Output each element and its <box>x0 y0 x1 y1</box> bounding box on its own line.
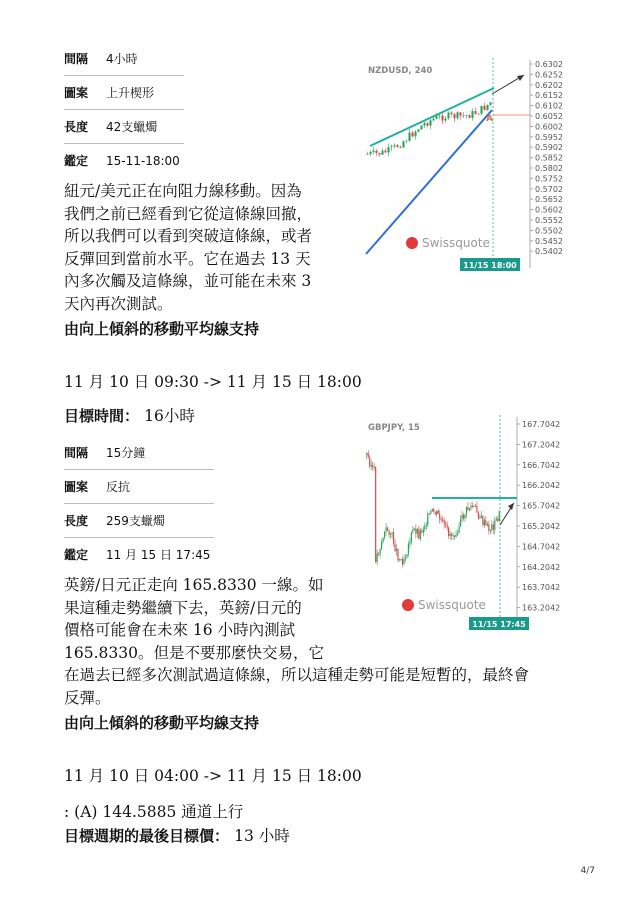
candle-body <box>371 465 372 466</box>
meta-key: 間隔 <box>64 446 89 460</box>
candle-body <box>393 145 395 146</box>
block2-channel: : (A) 144.5885 通道上行 <box>64 803 244 821</box>
candle-body <box>426 525 427 526</box>
axis-tick-label: 163.7042 <box>522 583 561 593</box>
candle-body <box>436 511 437 515</box>
block1-meta-table <box>64 42 184 177</box>
candle-body <box>465 115 467 116</box>
meta-row-pattern <box>64 76 184 110</box>
candle-body <box>423 529 424 532</box>
candle-body <box>486 105 488 110</box>
candle-body <box>450 113 452 114</box>
candle-body <box>478 512 479 518</box>
meta-row-interval <box>64 436 214 470</box>
candle-body <box>399 147 401 148</box>
candle-body <box>441 115 443 120</box>
meta-key: 鑑定 <box>64 548 89 562</box>
axis-tick-label: 0.5752 <box>535 174 563 184</box>
candle-body <box>435 512 436 514</box>
axis-tick-label: 164.7042 <box>522 542 561 552</box>
candle-body <box>475 506 476 507</box>
axis-tick-label: 0.5802 <box>535 164 563 173</box>
candle-body <box>477 114 479 115</box>
axis-tick-label: 0.6052 <box>535 112 563 121</box>
candle-body <box>366 453 367 455</box>
candle-body <box>450 534 451 536</box>
candle-body <box>381 542 382 549</box>
candle-body <box>442 520 443 521</box>
candle-body <box>470 506 471 508</box>
axis-tick-label: 0.6002 <box>535 122 563 132</box>
meta-row-pattern <box>64 470 214 504</box>
axis-tick-label: 167.7042 <box>522 420 561 429</box>
meta-key: 長度 <box>64 514 89 528</box>
candle-body <box>380 549 381 555</box>
candle-body <box>402 141 404 147</box>
candle-body <box>488 524 489 531</box>
block2-subheading: 由向上傾斜的移動平均線支持 <box>64 714 260 732</box>
page-number: 4/7 <box>580 866 595 876</box>
candle-body <box>374 467 375 468</box>
axis-tick-label: 165.2042 <box>522 522 561 531</box>
meta-value: 15-11-18:00 <box>106 153 180 168</box>
candle-body <box>432 509 433 511</box>
candle-body <box>485 520 486 525</box>
candle-body <box>480 106 482 114</box>
candle-body <box>432 119 434 121</box>
candle-body <box>471 111 473 118</box>
candle-body <box>484 520 485 525</box>
candle-body <box>405 557 406 559</box>
watermark: Swissquote <box>418 598 486 612</box>
candle-body <box>417 129 419 131</box>
target-label: 目標時間： <box>64 407 140 425</box>
axis-tick-label: 165.7042 <box>522 501 561 511</box>
candle-body <box>494 520 495 530</box>
chart-symbol: NZDUSD, 240 <box>368 66 433 76</box>
meta-key: 長度 <box>64 120 89 134</box>
candle-body <box>402 559 403 564</box>
candle-body <box>493 525 494 530</box>
candle-body <box>439 514 440 519</box>
candle-body <box>421 531 422 533</box>
axis-tick-label: 0.5552 <box>535 216 563 225</box>
meta-row-length <box>64 110 184 144</box>
watermark: Swissquote <box>422 236 490 250</box>
meta-value: 42支蠟燭 <box>106 120 158 134</box>
candle-body <box>445 524 446 525</box>
meta-value: 4小時 <box>106 52 138 66</box>
chart-symbol: GBPJPY, 15 <box>368 423 420 433</box>
candle-body <box>479 518 480 519</box>
candle-body <box>420 531 421 539</box>
target-label: 目標週期的最後目標價： <box>64 827 230 845</box>
meta-value: 上升楔形 <box>106 86 155 100</box>
paragraph-line: 紐元/美元正在向阻力線移動。因為 <box>64 182 302 200</box>
candle-body <box>423 123 425 125</box>
candle-body <box>438 511 439 514</box>
candle-body <box>399 559 400 560</box>
candle-body <box>468 115 470 118</box>
block1-subheading: 由向上傾斜的移動平均線支持 <box>64 320 260 338</box>
block2-date-range: 11 月 10 日 04:00 -> 11 月 15 日 18:00 <box>64 767 362 785</box>
candle-body <box>418 529 419 539</box>
candle-body <box>383 538 384 542</box>
candle-body <box>429 513 430 514</box>
candle-body <box>388 531 389 535</box>
candle-body <box>411 133 413 137</box>
candle-body <box>433 509 434 512</box>
paragraph-line: 所以我們可以看到突破這條線，或者 <box>64 227 313 245</box>
axis-tick-label: 0.5402 <box>535 247 563 257</box>
meta-value: 11 月 15 日 17:45 <box>106 548 211 562</box>
candle-body <box>391 532 392 534</box>
candle-body <box>481 516 482 518</box>
time-label: 11/15 18:00 <box>463 261 517 270</box>
paragraph-line: 內多次觸及這條線，並可能在未來 3 <box>64 272 312 290</box>
axis-tick-label: 0.6102 <box>535 101 563 111</box>
candle-body <box>469 508 470 510</box>
candle-body <box>444 118 446 120</box>
candle-body <box>400 559 401 560</box>
candle-body <box>441 519 442 520</box>
candle-body <box>461 515 462 519</box>
candle-body <box>403 559 404 564</box>
candle-body <box>369 457 370 466</box>
candle-body <box>490 530 491 531</box>
meta-key: 圖案 <box>64 86 89 100</box>
paragraph-line: 我們之前已經看到它從這條線回撤， <box>64 204 313 223</box>
paragraph-line: 價格可能會在未來 16 小時內測試 <box>64 621 296 639</box>
candle-body <box>463 515 464 519</box>
candle-body <box>372 465 373 467</box>
candle-body <box>430 511 431 514</box>
candle-body <box>387 147 389 152</box>
target-value: 16小時 <box>144 407 195 425</box>
candle-body <box>375 467 376 562</box>
candle-body <box>459 112 461 115</box>
point-marker: A <box>486 114 493 124</box>
meta-value: 259支蠟燭 <box>106 514 165 528</box>
time-label: 11/15 17:45 <box>472 620 526 629</box>
paragraph-line: 英鎊/日元正走向 165.8330 一線。如 <box>64 576 324 594</box>
candle-body <box>369 152 371 154</box>
candle-body <box>396 549 397 551</box>
candle-body <box>482 516 483 525</box>
block1-date-range: 11 月 10 日 09:30 -> 11 月 15 日 18:00 <box>64 373 362 391</box>
meta-key: 間隔 <box>64 52 89 66</box>
nzdusd-chart <box>360 58 570 272</box>
candle-body <box>381 151 383 155</box>
candle-body <box>372 151 374 152</box>
paragraph-line: 天內再次測試。 <box>64 294 173 313</box>
candle-body <box>414 132 416 137</box>
candle-body <box>460 519 461 527</box>
candle-body <box>487 524 488 525</box>
candle-body <box>397 549 398 560</box>
candle-body <box>458 527 459 534</box>
candle-body <box>384 531 385 537</box>
candle-body <box>366 154 368 155</box>
meta-row-identified <box>64 538 214 571</box>
candle-body <box>451 534 452 536</box>
candle-body <box>387 528 388 531</box>
candle-body <box>462 116 464 117</box>
candle-body <box>483 106 485 110</box>
candle-body <box>489 102 491 104</box>
candle-body <box>447 113 449 119</box>
candle-body <box>474 111 476 114</box>
candle-body <box>491 525 492 530</box>
axis-tick-label: 0.6202 <box>535 80 563 90</box>
candle-body <box>438 115 440 116</box>
axis-tick-label: 164.2042 <box>522 562 561 572</box>
meta-row-interval <box>64 42 184 76</box>
candle-body <box>472 506 473 507</box>
meta-value: 反抗 <box>106 480 131 494</box>
candle-body <box>464 514 465 518</box>
candle-body <box>414 529 415 530</box>
candle-body <box>453 114 455 118</box>
candle-body <box>454 535 455 537</box>
candle-body <box>426 123 428 125</box>
candle-body <box>420 126 422 130</box>
candle-body <box>390 146 392 147</box>
candle-body <box>408 544 409 554</box>
candle-body <box>405 141 407 142</box>
axis-tick-label: 167.2042 <box>522 440 561 450</box>
paragraph-line: 在過去已經多次測試過這條線，所以這種走勢可能是短暫的，最終會 <box>64 666 530 684</box>
paragraph-line: 反彈。 <box>64 688 111 707</box>
candle-body <box>378 554 379 555</box>
paragraph-line: 反彈回到當前水平。它在過去 13 天 <box>64 249 311 268</box>
candle-body <box>406 554 407 557</box>
axis-tick-label: 0.6152 <box>535 91 563 101</box>
axis-tick-label: 0.5502 <box>535 226 563 236</box>
paragraph-line: 165.8330。但是不要那麼快交易，它 <box>64 643 324 662</box>
candle-body <box>386 528 387 532</box>
candle-body <box>497 519 498 521</box>
axis-tick-label: 0.5652 <box>535 195 563 205</box>
meta-value: 15分鐘 <box>106 446 146 460</box>
paragraph-line: 果這種走勢繼續下去，英鎊/日元的 <box>64 598 302 617</box>
candle-body <box>444 520 445 524</box>
candle-body <box>467 507 468 510</box>
candle-body <box>457 533 458 535</box>
candle-body <box>408 133 410 141</box>
candle-body <box>466 507 467 515</box>
candle-body <box>394 544 395 552</box>
candle-body <box>384 151 386 153</box>
candle-body <box>473 506 474 507</box>
block2-meta-table <box>64 436 214 571</box>
candle-body <box>377 554 378 562</box>
axis-tick-label: 163.2042 <box>522 603 561 613</box>
axis-tick-label: 166.7042 <box>522 460 561 470</box>
block2-paragraph <box>64 574 584 709</box>
candle-body <box>378 153 380 155</box>
target-value: 13 小時 <box>234 827 290 845</box>
axis-tick-label: 0.5702 <box>535 184 563 194</box>
axis-tick-label: 0.6302 <box>535 60 563 69</box>
block1-target <box>64 404 195 426</box>
candle-body <box>448 528 449 536</box>
candle-body <box>496 519 497 520</box>
candle-body <box>499 511 500 521</box>
axis-tick-label: 0.5852 <box>535 153 563 163</box>
candle-body <box>411 532 412 542</box>
meta-row-identified <box>64 144 184 177</box>
candle-body <box>476 506 477 512</box>
meta-row-length <box>64 504 214 538</box>
candle-body <box>375 151 377 153</box>
meta-key: 圖案 <box>64 480 89 494</box>
candle-body <box>453 535 454 536</box>
block1-paragraph <box>64 180 364 315</box>
candle-body <box>427 513 428 525</box>
axis-tick-label: 0.5902 <box>535 143 563 153</box>
candle-body <box>409 542 410 544</box>
candle-body <box>412 529 413 532</box>
candle-body <box>393 532 394 543</box>
candle-body <box>435 116 437 119</box>
axis-tick-label: 0.5952 <box>535 132 563 142</box>
axis-tick-label: 0.6252 <box>535 70 563 80</box>
candle-body <box>455 535 456 537</box>
candle-body <box>424 525 425 529</box>
candle-body <box>417 529 418 534</box>
candle-body <box>396 145 398 147</box>
candle-body <box>429 120 431 125</box>
candle-body <box>390 534 391 535</box>
swissquote-logo-icon <box>406 237 418 249</box>
axis-tick-label: 0.5452 <box>535 236 563 246</box>
candle-body <box>456 112 458 118</box>
axis-tick-label: 166.2042 <box>522 481 561 491</box>
candle-body <box>415 529 416 534</box>
block2-target <box>64 824 290 846</box>
meta-key: 鑑定 <box>64 154 89 168</box>
candle-body <box>368 453 369 457</box>
candle-body <box>447 525 448 528</box>
axis-tick-label: 0.5602 <box>535 205 563 215</box>
